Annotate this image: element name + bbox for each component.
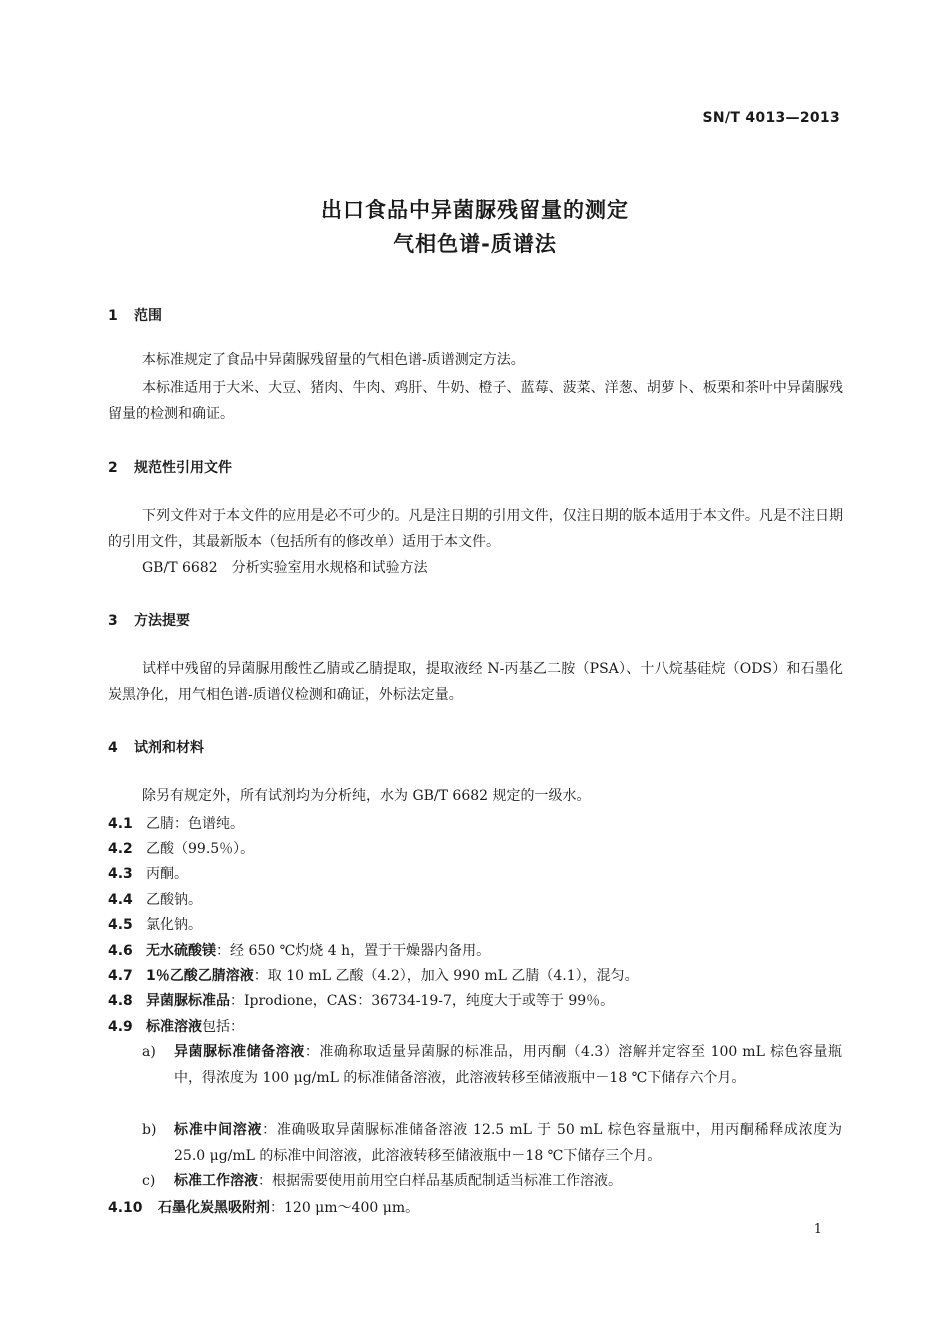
document-subtitle: 气相色谱-质谱法 bbox=[393, 232, 557, 256]
solution-name: 标准中间溶液 bbox=[174, 1122, 263, 1138]
solution-name: 标准工作溶液 bbox=[174, 1173, 258, 1189]
reagent-name: 丙酮 bbox=[146, 866, 174, 882]
section-heading-4 bbox=[108, 737, 204, 757]
reagent-item: 4.1 乙腈：色谱纯。 bbox=[108, 816, 244, 832]
reagent-text: ：色谱纯。 bbox=[174, 816, 244, 832]
section-heading-1 bbox=[108, 305, 162, 325]
reagent-item: 4.10 石墨化炭黑吸附剂：120 μm～400 μm。 bbox=[108, 1200, 420, 1216]
reagent-item: 4.2 乙酸（99.5％）。 bbox=[108, 841, 255, 857]
solution-text: ：准确吸取异菌脲标准储备溶液 12.5 mL 于 50 mL 棕色容量瓶中，用丙酮稀释成浓度为 25.0 μg/mL 的标准中间溶液，此溶液转移至储液瓶中－18 ℃下储存三个月。 bbox=[174, 1122, 842, 1164]
document-title: 出口食品中异菌脲残留量的测定 bbox=[321, 198, 629, 222]
reagent-name: 1％乙酸乙腈溶液 bbox=[146, 968, 254, 984]
section-title: 范围 bbox=[134, 308, 162, 324]
section-title: 试剂和材料 bbox=[134, 740, 204, 756]
reagent-item: 4.8 异菌脲标准品：Iprodione，CAS：36734-19-7，纯度大于或等于 99％。 bbox=[108, 993, 615, 1009]
reagent-name: 异菌脲标准品 bbox=[146, 993, 230, 1009]
reagent-name: 无水硫酸镁 bbox=[146, 943, 216, 959]
section-number: 1 bbox=[108, 308, 118, 324]
section-title: 方法提要 bbox=[134, 613, 190, 629]
standard-code: SN/T 4013—2013 bbox=[702, 110, 840, 126]
solution-name: 异菌脲标准储备溶液 bbox=[174, 1044, 305, 1060]
list-label: b) bbox=[142, 1122, 157, 1138]
section-title: 规范性引用文件 bbox=[134, 460, 232, 476]
reagent-text: （99.5％）。 bbox=[174, 841, 255, 857]
reagent-text: 。 bbox=[188, 917, 202, 933]
reagent-item: 4.4 乙酸钠。 bbox=[108, 892, 202, 908]
section-heading-2 bbox=[108, 457, 232, 477]
reagent-text: ：120 μm～400 μm。 bbox=[270, 1200, 420, 1216]
reagent-text: 包括： bbox=[202, 1019, 244, 1035]
list-item bbox=[142, 1168, 842, 1194]
reagent-text: 。 bbox=[188, 892, 202, 908]
reagent-item: 4.9 标准溶液包括： bbox=[108, 1019, 244, 1035]
list-item bbox=[142, 1039, 842, 1091]
list-label: a) bbox=[142, 1044, 156, 1060]
paragraph: 本标准适用于大米、大豆、猪肉、牛肉、鸡肝、牛奶、橙子、蓝莓、菠菜、洋葱、胡萝卜、板栗和茶叶中异菌脲残留量的检测和确证。 bbox=[108, 380, 843, 422]
reagent-name: 石墨化炭黑吸附剂 bbox=[158, 1200, 270, 1216]
reagent-item: 4.3 丙酮。 bbox=[108, 866, 188, 882]
reagent-text: ：经 650 ℃灼烧 4 h，置于干燥器内备用。 bbox=[216, 943, 491, 959]
section-number: 3 bbox=[108, 613, 118, 629]
reagent-text: ：取 10 mL 乙酸（4.2），加入 990 mL 乙腈（4.1），混匀。 bbox=[253, 968, 639, 984]
paragraph: 本标准规定了食品中异菌脲残留量的气相色谱-质谱测定方法。 bbox=[142, 352, 525, 368]
reagent-name: 标准溶液 bbox=[146, 1019, 202, 1035]
paragraph: 除另有规定外，所有试剂均为分析纯，水为 GB/T 6682 规定的一级水。 bbox=[142, 788, 591, 804]
reagent-text: 。 bbox=[174, 866, 188, 882]
reagent-text: ：Iprodione，CAS：36734-19-7，纯度大于或等于 99％。 bbox=[230, 993, 615, 1009]
reagent-name: 乙酸钠 bbox=[146, 892, 188, 908]
solution-text: ：根据需要使用前用空白样品基质配制适当标准工作溶液。 bbox=[258, 1173, 622, 1189]
reagent-item: 4.6 无水硫酸镁：经 650 ℃灼烧 4 h，置于干燥器内备用。 bbox=[108, 943, 491, 959]
list-item bbox=[142, 1117, 842, 1169]
reagent-name: 氯化钠 bbox=[146, 917, 188, 933]
reagent-item: 4.7 1％乙酸乙腈溶液：取 10 mL 乙酸（4.2），加入 990 mL 乙腈（4.1），混匀。 bbox=[108, 968, 639, 984]
section-heading-3 bbox=[108, 610, 190, 630]
paragraph: 下列文件对于本文件的应用是必不可少的。凡是注日期的引用文件，仅注日期的版本适用于本文件。凡是不注日期的引用文件，其最新版本（包括所有的修改单）适用于本文件。 bbox=[108, 508, 843, 550]
page-number: 1 bbox=[813, 1222, 822, 1237]
reagent-name: 乙酸 bbox=[146, 841, 174, 857]
reagent-name: 乙腈 bbox=[146, 816, 174, 832]
normative-reference: GB/T 6682 分析实验室用水规格和试验方法 bbox=[142, 560, 428, 576]
section-number: 4 bbox=[108, 740, 118, 756]
section-number: 2 bbox=[108, 460, 118, 476]
reagent-item: 4.5 氯化钠。 bbox=[108, 917, 202, 933]
paragraph: 试样中残留的异菌脲用酸性乙腈或乙腈提取，提取液经 N-丙基乙二胺（PSA）、十八烷基硅烷（ODS）和石墨化炭黑净化，用气相色谱-质谱仪检测和确证，外标法定量。 bbox=[108, 661, 843, 703]
list-label: c) bbox=[142, 1173, 156, 1189]
solution-text: ：准确称取适量异菌脲的标准品，用丙酮（4.3）溶解并定容至 100 mL 棕色容量瓶中，得浓度为 100 μg/mL 的标准储备溶液，此溶液转移至储液瓶中－18 ℃下储存六个月。 bbox=[174, 1044, 842, 1086]
